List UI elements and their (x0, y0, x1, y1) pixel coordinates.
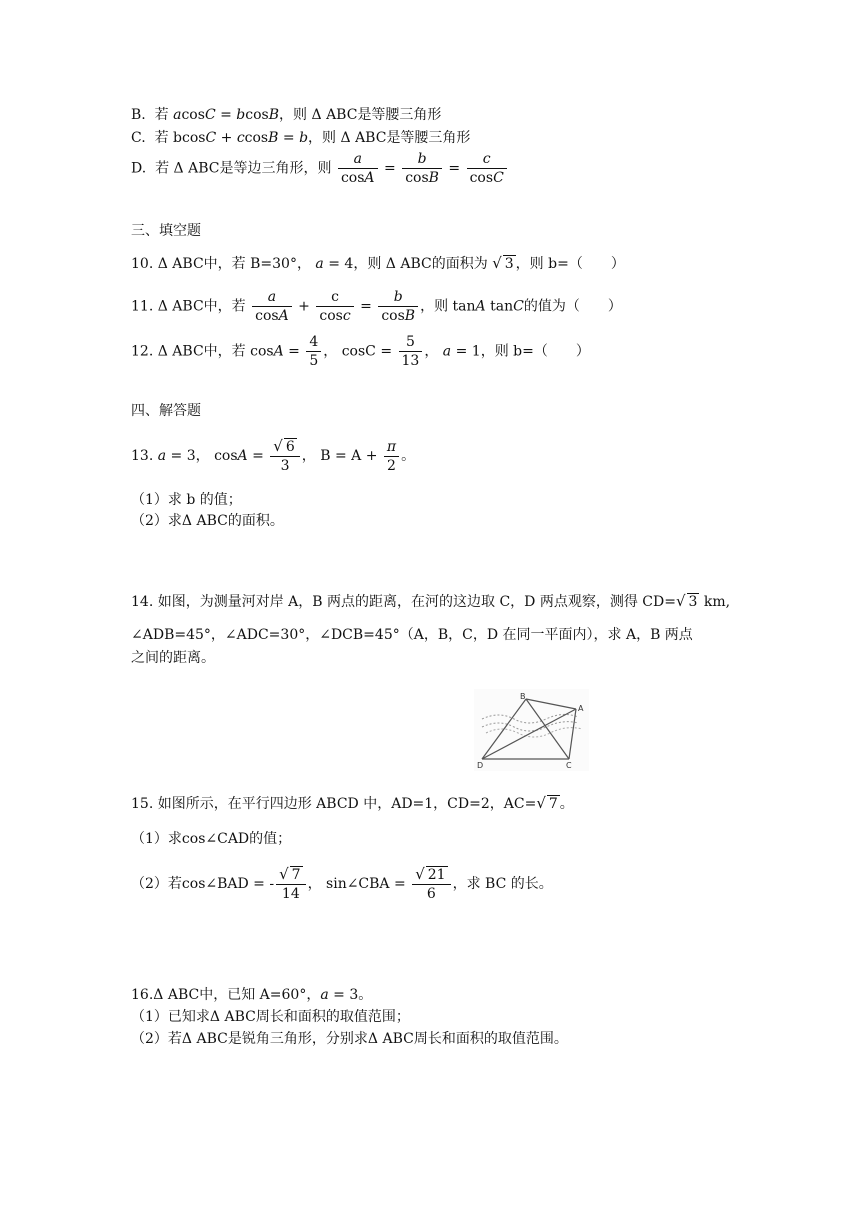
figure-label-d: D (477, 761, 484, 770)
question-15-part-2: （2）若cos∠BAD = - $\frac{√ 7}{14}$ ， sin∠CBA = $\frac{√ 21}{6}$ ，求 BC 的长。 (131, 865, 553, 902)
section-heading-fill-in: 三、填空题 (131, 223, 201, 239)
question-14-line-3: 之间的距离。 (131, 650, 215, 666)
figure-label-c: C (566, 761, 572, 770)
question-15-line-1: 15. 如图所示，在平行四边形 ABCD 中，AD=1，CD=2，AC=√ 7 。 (131, 794, 574, 812)
question-14-line-2: ∠ADB=45°，∠ADC=30°，∠DCB=45°（A，B，C，D 在同一平面内），求 A，B 两点 (131, 627, 693, 643)
fraction: $\frac{c}{\cos C}$ (467, 150, 507, 187)
fraction: $\frac{\pi}{2}$ (384, 438, 399, 475)
fraction: $\frac{5}{13}$ (399, 333, 423, 370)
option-b: B. 若 acosC = bcosB，则 Δ ABC是等腰三角形 (131, 107, 442, 123)
figure-label-b: B (520, 692, 526, 701)
formula-b: acosC = bcosB (173, 107, 280, 123)
question-16-part-1: （1）已知求Δ ABC周长和面积的取值范围； (131, 1009, 410, 1025)
river-triangle-figure (474, 689, 589, 771)
question-16-part-2: （2）若Δ ABC是锐角三角形，分别求Δ ABC周长和面积的取值范围。 (131, 1031, 568, 1047)
fraction: $\frac{b}{\cos B}$ (378, 288, 418, 325)
fraction: $\frac{a}{\cos A}$ (252, 288, 292, 325)
fraction: $\frac{√ 6}{3}$ (270, 437, 299, 475)
fraction: $\frac{b}{\cos B}$ (402, 150, 442, 187)
fraction: $\frac{4}{5}$ (306, 333, 321, 370)
figure-label-a: A (578, 704, 584, 713)
fraction: $\frac{√ 21}{6}$ (412, 865, 450, 903)
question-14-line-1: 14. 如图，为测量河对岸 A，B 两点的距离，在河的这边取 C，D 两点观察，测得 CD=√ 3 km, (131, 592, 731, 610)
fraction: $\frac{c}{\cos c}$ (316, 288, 353, 325)
formula-c: bcosC + ccosB = b (173, 130, 309, 146)
question-15-part-1: （1）求cos∠CAD的值； (131, 831, 292, 847)
question-13-part-2: （2）求Δ ABC的面积。 (131, 513, 284, 529)
section-heading-solve: 四、解答题 (131, 403, 201, 419)
question-16: 16.Δ ABC中，已知 A=60°，a = 3。 (131, 987, 373, 1003)
fraction: $\frac{a}{\cos A}$ (338, 150, 378, 187)
question-11: 11. Δ ABC中，若 $\frac{a}{\cos A}$ + $\frac{c}{\cos c}$ = $\frac{b}{\cos B}$ ，则 tanA tanC的值为（ ） (131, 289, 622, 324)
question-13: 13. a = 3， cosA = $\frac{√ 6}{3}$ ， B = A + $\frac{\pi}{2}$ 。 (131, 437, 416, 474)
fraction: $\frac{√ 7}{14}$ (276, 865, 305, 903)
question-13-part-1: （1）求 b 的值； (131, 492, 242, 508)
question-10: 10. Δ ABC中，若 B=30°， a = 4，则 Δ ABC的面积为 √ 3 ，则 b=（ ） (131, 254, 625, 272)
option-d: D. 若 Δ ABC是等边三角形，则 $\frac{a}{\cos A}$ = $\frac{b}{\cos B}$ = $\frac{c}{\cos C}$ (131, 150, 509, 187)
question-12: 12. Δ ABC中，若 cosA = $\frac{4}{5}$ ， cosC = $\frac{5}{13}$ ， a = 1，则 b=（ ） (131, 334, 590, 369)
option-c: C. 若 bcosC + ccosB = b，则 Δ ABC是等腰三角形 (131, 130, 471, 146)
